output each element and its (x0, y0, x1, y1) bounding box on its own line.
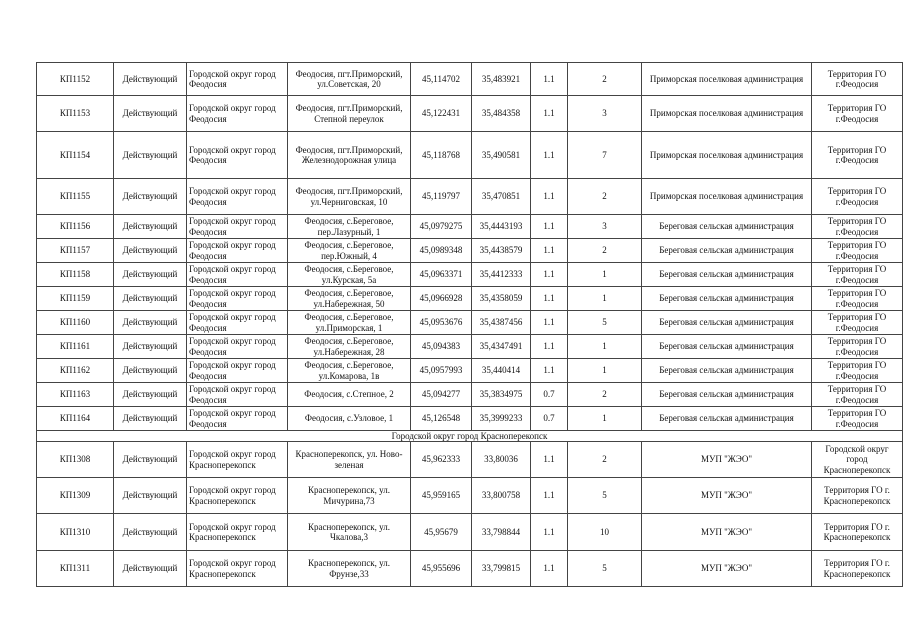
row-container-count: 3 (568, 96, 642, 132)
table-row (37, 442, 903, 478)
row-latitude: 45,962333 (411, 442, 472, 478)
row-district: Городской округ город Феодосия (187, 359, 288, 383)
row-status: Действующий (114, 311, 187, 335)
row-owner: Территория ГО г.Феодосия (812, 215, 903, 239)
row-owner: Городской округ город Красноперекопск (812, 442, 903, 478)
row-longitude: 33,80036 (472, 442, 531, 478)
row-code: КП1154 (37, 132, 114, 179)
row-owner: Территория ГО г.Феодосия (812, 335, 903, 359)
row-operator: Береговая сельская администрация (642, 287, 812, 311)
table-row (37, 383, 903, 407)
row-district: Городской округ город Феодосия (187, 287, 288, 311)
row-volume: 1.1 (531, 311, 568, 335)
row-status: Действующий (114, 478, 187, 514)
row-volume: 1.1 (531, 514, 568, 551)
row-operator: Береговая сельская администрация (642, 239, 812, 263)
row-volume: 1.1 (531, 179, 568, 215)
row-district: Городской округ город Красноперекопск (187, 442, 288, 478)
row-latitude: 45,126548 (411, 407, 472, 431)
row-code: КП1308 (37, 442, 114, 478)
row-latitude: 45,094383 (411, 335, 472, 359)
row-container-count: 2 (568, 63, 642, 96)
row-address: Феодосия, пгт.Приморский, ул.Советская, 20 (288, 63, 411, 96)
row-latitude: 45,959165 (411, 478, 472, 514)
row-latitude: 45,0966928 (411, 287, 472, 311)
row-owner: Территория ГО г.Феодосия (812, 63, 903, 96)
row-longitude: 35,4412333 (472, 263, 531, 287)
row-district: Городской округ город Феодосия (187, 239, 288, 263)
row-status: Действующий (114, 335, 187, 359)
row-longitude: 35,4438579 (472, 239, 531, 263)
row-code: КП1157 (37, 239, 114, 263)
row-operator: МУП "ЖЭО" (642, 442, 812, 478)
row-container-count: 7 (568, 132, 642, 179)
row-address: Феодосия, с.Береговое, ул.Приморская, 1 (288, 311, 411, 335)
row-volume: 1.1 (531, 215, 568, 239)
table-row (37, 311, 903, 335)
table-row (37, 215, 903, 239)
row-volume: 1.1 (531, 335, 568, 359)
row-address: Феодосия, пгт.Приморский, ул.Черниговская, 10 (288, 179, 411, 215)
row-container-count: 1 (568, 287, 642, 311)
row-district: Городской округ город Красноперекопск (187, 514, 288, 551)
row-longitude: 35,484358 (472, 96, 531, 132)
row-container-count: 1 (568, 359, 642, 383)
row-code: КП1164 (37, 407, 114, 431)
row-volume: 1.1 (531, 359, 568, 383)
row-code: КП1311 (37, 551, 114, 587)
row-latitude: 45,118768 (411, 132, 472, 179)
row-owner: Территория ГО г. Красноперекопск (812, 514, 903, 551)
row-container-count: 2 (568, 442, 642, 478)
row-longitude: 35,4358059 (472, 287, 531, 311)
row-longitude: 35,490581 (472, 132, 531, 179)
row-operator: Береговая сельская администрация (642, 215, 812, 239)
row-latitude: 45,094277 (411, 383, 472, 407)
row-district: Городской округ город Феодосия (187, 132, 288, 179)
row-code: КП1160 (37, 311, 114, 335)
row-status: Действующий (114, 514, 187, 551)
row-code: КП1162 (37, 359, 114, 383)
row-owner: Территория ГО г.Феодосия (812, 132, 903, 179)
section-header (37, 431, 903, 442)
table-row (37, 478, 903, 514)
row-code: КП1310 (37, 514, 114, 551)
row-operator: Береговая сельская администрация (642, 263, 812, 287)
row-code: КП1163 (37, 383, 114, 407)
row-owner: Территория ГО г.Феодосия (812, 263, 903, 287)
row-volume: 0.7 (531, 383, 568, 407)
row-volume: 1.1 (531, 239, 568, 263)
row-latitude: 45,122431 (411, 96, 472, 132)
row-status: Действующий (114, 215, 187, 239)
row-longitude: 35,4347491 (472, 335, 531, 359)
row-container-count: 2 (568, 239, 642, 263)
row-longitude: 35,3834975 (472, 383, 531, 407)
row-operator: МУП "ЖЭО" (642, 478, 812, 514)
table-row (37, 96, 903, 132)
table-row (37, 239, 903, 263)
row-address: Красноперекопск, ул. Мичурина,73 (288, 478, 411, 514)
row-status: Действующий (114, 96, 187, 132)
row-district: Городской округ город Красноперекопск (187, 551, 288, 587)
table-row (37, 132, 903, 179)
row-owner: Территория ГО г.Феодосия (812, 359, 903, 383)
row-volume: 1.1 (531, 96, 568, 132)
row-operator: Приморская поселковая администрация (642, 96, 812, 132)
row-owner: Территория ГО г.Феодосия (812, 311, 903, 335)
row-address: Феодосия, с.Береговое, ул.Комарова, 1в (288, 359, 411, 383)
row-operator: Приморская поселковая администрация (642, 179, 812, 215)
row-code: КП1158 (37, 263, 114, 287)
row-container-count: 1 (568, 335, 642, 359)
row-district: Городской округ город Красноперекопск (187, 478, 288, 514)
row-code: КП1152 (37, 63, 114, 96)
row-code: КП1156 (37, 215, 114, 239)
row-status: Действующий (114, 132, 187, 179)
row-operator: Приморская поселковая администрация (642, 132, 812, 179)
row-latitude: 45,0953676 (411, 311, 472, 335)
row-code: КП1161 (37, 335, 114, 359)
table-row (37, 407, 903, 431)
feodosia-rows (37, 63, 903, 431)
row-owner: Территория ГО г.Феодосия (812, 383, 903, 407)
row-owner: Территория ГО г.Феодосия (812, 239, 903, 263)
row-status: Действующий (114, 359, 187, 383)
row-container-count: 2 (568, 383, 642, 407)
row-district: Городской округ город Феодосия (187, 96, 288, 132)
row-longitude: 35,4443193 (472, 215, 531, 239)
row-longitude: 33,798844 (472, 514, 531, 551)
row-code: КП1153 (37, 96, 114, 132)
row-latitude: 45,114702 (411, 63, 472, 96)
row-district: Городской округ город Феодосия (187, 335, 288, 359)
row-container-count: 5 (568, 311, 642, 335)
row-address: Феодосия, с.Береговое, пер.Лазурный, 1 (288, 215, 411, 239)
row-operator: Береговая сельская администрация (642, 359, 812, 383)
row-volume: 1.1 (531, 63, 568, 96)
row-district: Городской округ город Феодосия (187, 263, 288, 287)
section-title: Городской округ город Красноперекопск (37, 431, 903, 442)
row-operator: Береговая сельская администрация (642, 335, 812, 359)
row-longitude: 33,800758 (472, 478, 531, 514)
row-address: Красноперекопск, ул. Фрунзе,33 (288, 551, 411, 587)
row-address: Красноперекопск, ул. Чкалова,3 (288, 514, 411, 551)
row-container-count: 1 (568, 263, 642, 287)
row-latitude: 45,95679 (411, 514, 472, 551)
row-latitude: 45,0963371 (411, 263, 472, 287)
row-district: Городской округ город Феодосия (187, 383, 288, 407)
table-row (37, 287, 903, 311)
row-operator: Береговая сельская администрация (642, 311, 812, 335)
table-row (37, 514, 903, 551)
row-code: КП1159 (37, 287, 114, 311)
table-row (37, 263, 903, 287)
row-longitude: 35,4387456 (472, 311, 531, 335)
row-code: КП1155 (37, 179, 114, 215)
row-address: Красноперекопск, ул. Ново-зеленая (288, 442, 411, 478)
row-operator: Береговая сельская администрация (642, 407, 812, 431)
row-container-count: 5 (568, 478, 642, 514)
row-address: Феодосия, пгт.Приморский, Степной переулок (288, 96, 411, 132)
row-container-count: 1 (568, 407, 642, 431)
row-longitude: 35,3999233 (472, 407, 531, 431)
row-status: Действующий (114, 551, 187, 587)
row-container-count: 3 (568, 215, 642, 239)
row-status: Действующий (114, 263, 187, 287)
row-latitude: 45,0957993 (411, 359, 472, 383)
row-volume: 0.7 (531, 407, 568, 431)
row-owner: Территория ГО г.Феодосия (812, 179, 903, 215)
row-district: Городской округ город Феодосия (187, 63, 288, 96)
table-row (37, 359, 903, 383)
row-longitude: 33,799815 (472, 551, 531, 587)
table-row (37, 335, 903, 359)
row-district: Городской округ город Феодосия (187, 407, 288, 431)
row-volume: 1.1 (531, 287, 568, 311)
row-code: КП1309 (37, 478, 114, 514)
row-status: Действующий (114, 239, 187, 263)
row-latitude: 45,0979275 (411, 215, 472, 239)
row-container-count: 2 (568, 179, 642, 215)
row-address: Феодосия, с.Береговое, ул.Набережная, 50 (288, 287, 411, 311)
row-status: Действующий (114, 179, 187, 215)
row-address: Феодосия, с.Береговое, пер.Южный, 4 (288, 239, 411, 263)
row-address: Феодосия, с.Береговое, ул.Курская, 5а (288, 263, 411, 287)
row-operator: МУП "ЖЭО" (642, 514, 812, 551)
row-district: Городской округ город Феодосия (187, 179, 288, 215)
row-volume: 1.1 (531, 263, 568, 287)
row-address: Феодосия, с.Степное, 2 (288, 383, 411, 407)
row-owner: Территория ГО г.Феодосия (812, 96, 903, 132)
row-status: Действующий (114, 287, 187, 311)
row-status: Действующий (114, 407, 187, 431)
table-row (37, 179, 903, 215)
row-operator: МУП "ЖЭО" (642, 551, 812, 587)
row-volume: 1.1 (531, 478, 568, 514)
row-status: Действующий (114, 383, 187, 407)
row-status: Действующий (114, 442, 187, 478)
row-latitude: 45,955696 (411, 551, 472, 587)
row-status: Действующий (114, 63, 187, 96)
row-district: Городской округ город Феодосия (187, 311, 288, 335)
row-longitude: 35,440414 (472, 359, 531, 383)
row-operator: Приморская поселковая администрация (642, 63, 812, 96)
row-volume: 1.1 (531, 442, 568, 478)
row-address: Феодосия, с.Береговое, ул.Набережная, 28 (288, 335, 411, 359)
row-district: Городской округ город Феодосия (187, 215, 288, 239)
row-operator: Береговая сельская администрация (642, 383, 812, 407)
table-row (37, 551, 903, 587)
row-owner: Территория ГО г. Красноперекопск (812, 551, 903, 587)
row-latitude: 45,0989348 (411, 239, 472, 263)
row-container-count: 5 (568, 551, 642, 587)
row-longitude: 35,470851 (472, 179, 531, 215)
row-address: Феодосия, пгт.Приморский, Железнодорожная улица (288, 132, 411, 179)
row-owner: Территория ГО г. Красноперекопск (812, 478, 903, 514)
krasnoperekopsk-rows (37, 442, 903, 587)
row-longitude: 35,483921 (472, 63, 531, 96)
row-owner: Территория ГО г.Феодосия (812, 407, 903, 431)
table-row (37, 63, 903, 96)
section-row (37, 431, 903, 442)
row-latitude: 45,119797 (411, 179, 472, 215)
registry-table (36, 62, 903, 587)
row-volume: 1.1 (531, 551, 568, 587)
row-address: Феодосия, с.Узловое, 1 (288, 407, 411, 431)
row-owner: Территория ГО г.Феодосия (812, 287, 903, 311)
row-volume: 1.1 (531, 132, 568, 179)
row-container-count: 10 (568, 514, 642, 551)
